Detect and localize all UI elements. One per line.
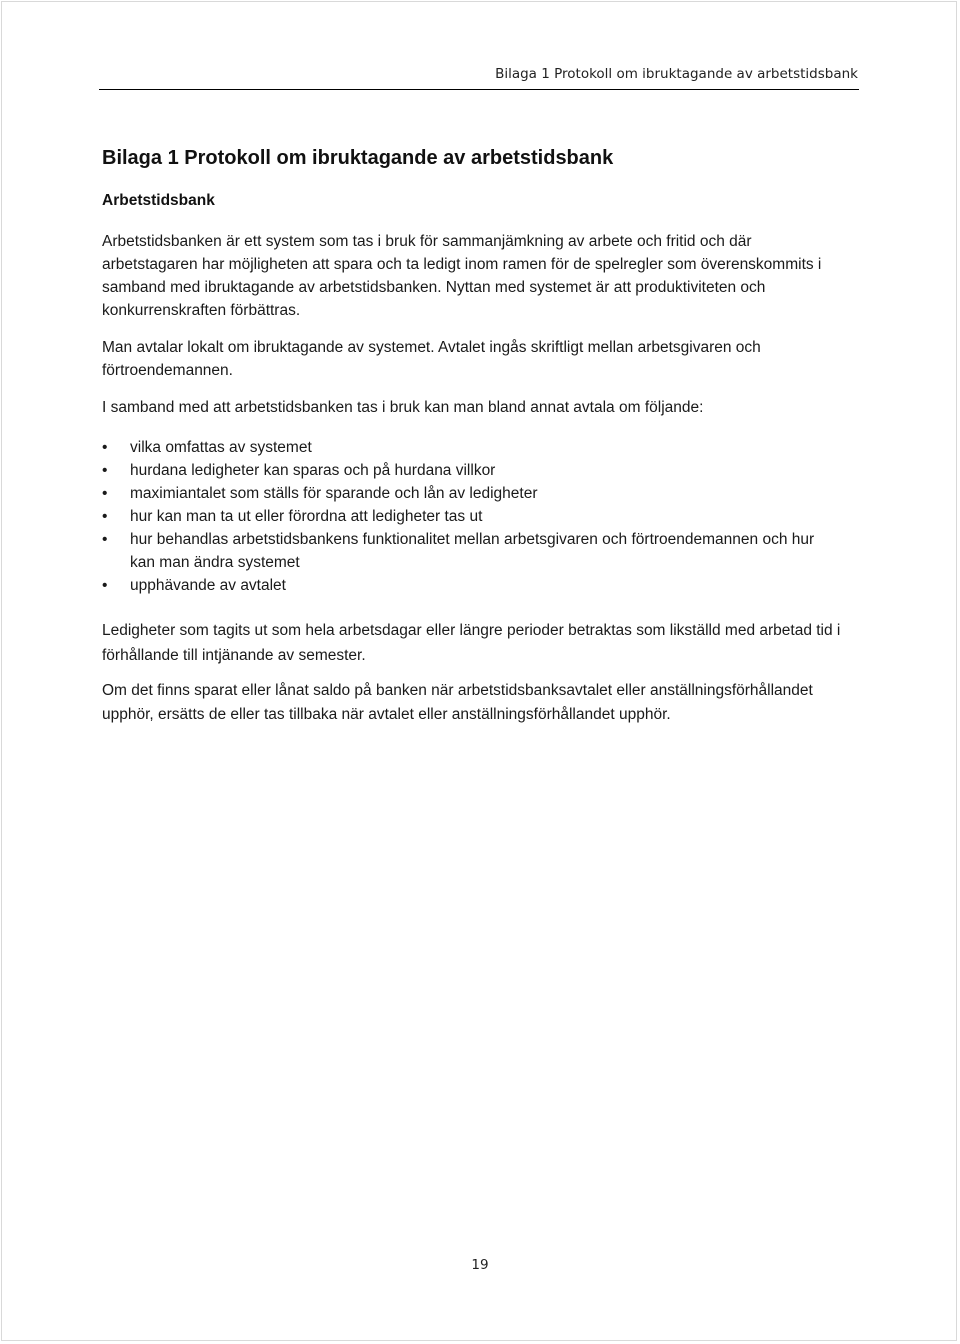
list-item-text: vilka omfattas av systemet (130, 439, 312, 456)
document-title: Bilaga 1 Protokoll om ibruktagande av arbetstidsbank (102, 147, 614, 169)
bullet-icon: • (102, 508, 108, 525)
list-item-text: hur behandlas arbetstidsbankens funktionalitet mellan arbetsgivaren och förtroendemannen och hur kan man ändra systemet (130, 531, 815, 571)
list-item-text: maximiantalet som ställs för sparande och lån av ledigheter (130, 485, 538, 502)
list-item (102, 436, 842, 459)
paragraph-balance-settlement: Om det finns sparat eller lånat saldo på banken när arbetstidsbanksavtalet eller anställningsförhållandet upphör, ersätts de eller tas tillbaka när avtalet eller anställningsförhållandet upphör. (102, 682, 813, 723)
paragraph-intro: Arbetstidsbanken är ett system som tas i bruk för sammanjämkning av arbete och fritid och där arbetstagaren har möjligheten att spara och ta ledigt inom ramen för de spelregler som överenskommits i samband med ibruktagande av arbetstidsbanken. Nyttan med systemet är att produktiviteten och konkurrenskraften förbättras. (102, 233, 822, 319)
bullet-icon: • (102, 462, 108, 479)
bullet-icon: • (102, 485, 108, 502)
list-item (102, 574, 842, 597)
bullet-icon: • (102, 439, 108, 456)
list-item (102, 528, 842, 574)
paragraph-local-agreement: Man avtalar lokalt om ibruktagande av systemet. Avtalet ingås skriftligt mellan arbetsgivaren och förtroendemannen. (102, 339, 761, 379)
document-body (102, 145, 842, 727)
paragraph-agreement-topics: I samband med att arbetstidsbanken tas i bruk kan man bland annat avtala om följande: (102, 399, 704, 416)
list-item-text: upphävande av avtalet (130, 577, 286, 594)
section-heading: Arbetstidsbank (102, 192, 215, 209)
list-item-text: hurdana ledigheter kan sparas och på hurdana villkor (130, 462, 496, 479)
list-item (102, 505, 842, 528)
list-item (102, 459, 842, 482)
bullet-icon: • (102, 531, 108, 548)
page-number: 19 (471, 1257, 489, 1273)
header-rule (99, 89, 859, 90)
paragraph-leave-vacation: Ledigheter som tagits ut som hela arbetsdagar eller längre perioder betraktas som likställd med arbetad tid i förhållande till intjänande av semester. (102, 622, 841, 664)
list-item (102, 482, 842, 505)
list-item-text: hur kan man ta ut eller förordna att ledigheter tas ut (130, 508, 483, 525)
running-header: Bilaga 1 Protokoll om ibruktagande av arbetstidsbank (495, 66, 858, 82)
agreement-topics-list (102, 436, 842, 597)
bullet-icon: • (102, 577, 108, 594)
